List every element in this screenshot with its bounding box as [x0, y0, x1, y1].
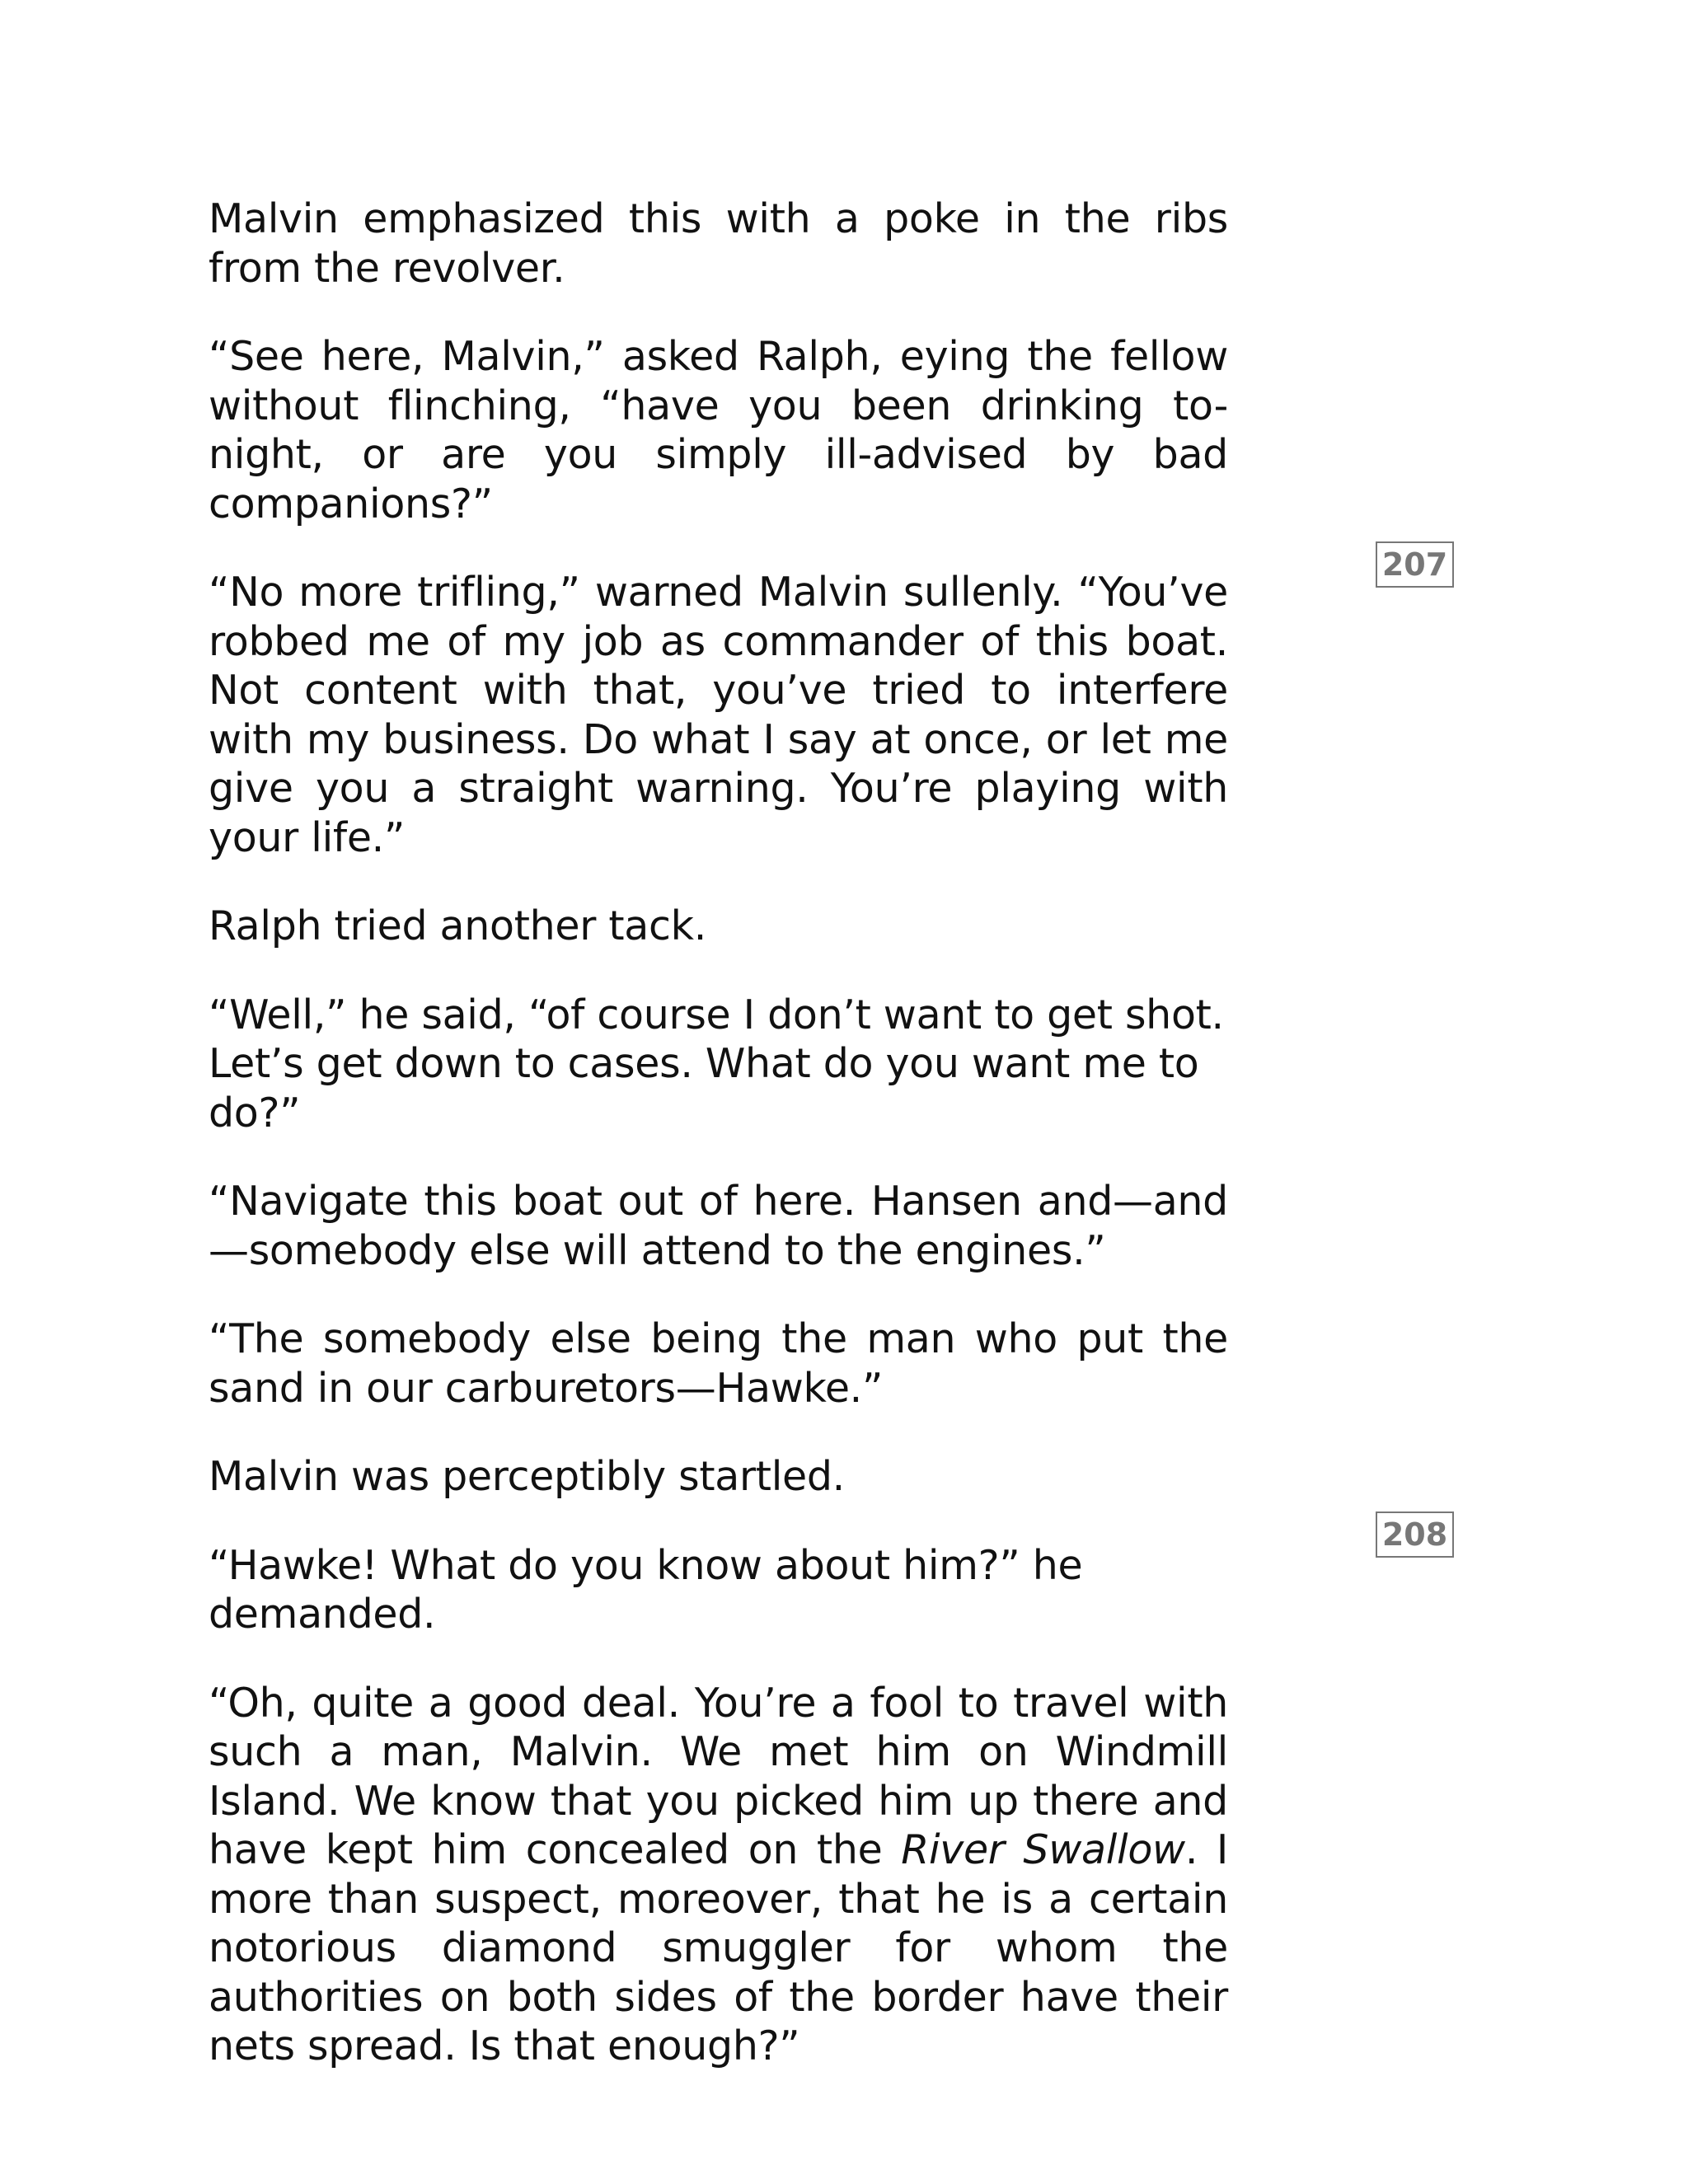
paragraph: Ralph tried another tack. — [209, 902, 706, 949]
text-column — [209, 194, 1228, 2111]
page-number-marker: 207 — [1376, 541, 1454, 588]
paragraph: “See here, Malvin,” asked Ralph, eying the fellow without flinching, “have you been drinking to-night, or are you simply ill-advised by bad companions?” — [209, 333, 1228, 527]
page-number-marker: 208 — [1376, 1511, 1454, 1558]
paragraph: “No more trifling,” warned Malvin sullenly. “You’ve robbed me of my job as commander of this boat. Not content with that, you’ve tried to interfere with my business. Do what I say at once, or let me give you a straight warning. You’re playing with your life.” — [209, 569, 1228, 861]
paragraph-last — [209, 1679, 1228, 2071]
paragraph: “The somebody else being the man who put the sand in our carburetors—Hawke.” — [209, 1315, 1228, 1412]
paragraph: “Hawke! What do you know about him?” he demanded. — [209, 1541, 1083, 1638]
paragraph-text: . I more than suspect, moreover, that he is a certain notorious diamond smuggler for whom the authorities on both sides of the border have their nets spread. Is that enough?” — [209, 1826, 1229, 2069]
paragraph: Malvin was perceptibly startled. — [209, 1453, 845, 1500]
boat-name-italic: River Swallow — [901, 1826, 1185, 1873]
paragraph-text: “Oh, quite a good deal. You’re a fool to travel with such a man, Malvin. We met him on Windmill Island. We know that you picked him up there and have kept him concealed on the — [209, 1679, 1228, 1873]
paragraph: Malvin emphasized this with a poke in the ribs from the revolver. — [209, 195, 1228, 292]
paragraph: “Navigate this boat out of here. Hansen and—and—somebody else will attend to the engines.” — [209, 1178, 1228, 1274]
paragraph: “Well,” he said, “of course I don’t want to get shot. Let’s get down to cases. What do you want me to do?” — [209, 991, 1224, 1137]
